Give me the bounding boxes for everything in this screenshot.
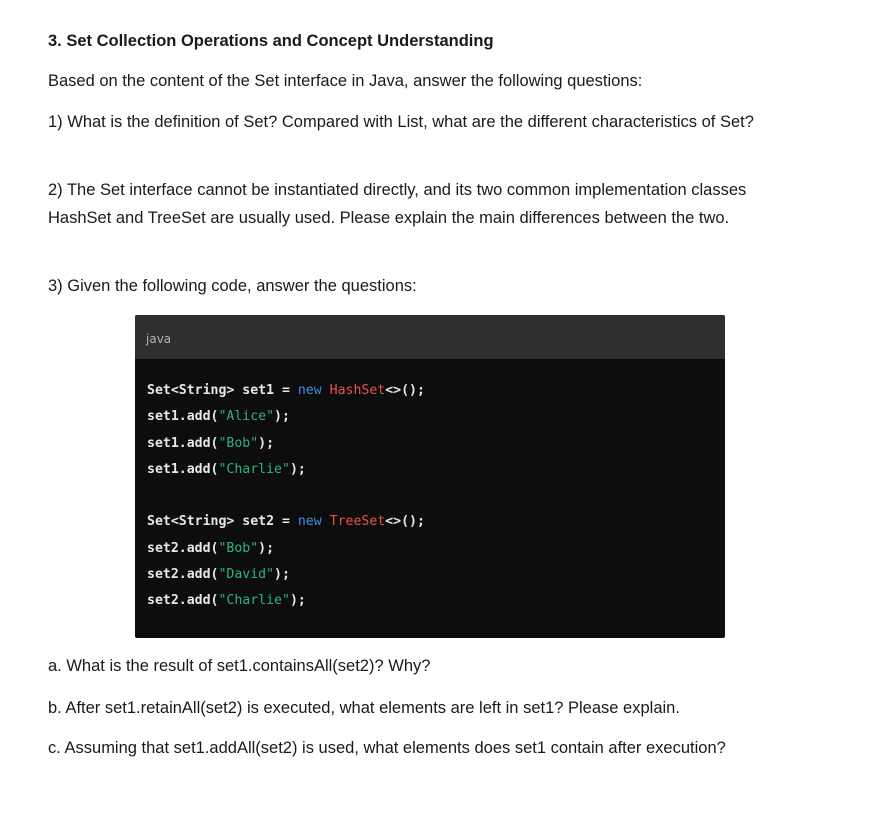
intro-text: Based on the content of the Set interface in Java, answer the following questions: xyxy=(48,72,643,90)
code-line: set1.add("Bob"); xyxy=(147,435,275,451)
code-body xyxy=(147,378,425,615)
code-line: set1.add("Charlie"); xyxy=(147,461,306,477)
question-2: 2) The Set interface cannot be instantiated directly, and its two common implementation classes HashSet and TreeSet are usually used. Please explain the main differences between the two. xyxy=(48,181,747,227)
code-line: Set<String> set2 = new TreeSet<>(); xyxy=(147,514,425,530)
code-language-label: java xyxy=(146,332,172,346)
code-blank-line xyxy=(147,483,425,509)
code-line: set1.add("Alice"); xyxy=(147,409,290,425)
code-line: set2.add("Bob"); xyxy=(147,540,275,556)
subquestion-c: c. Assuming that set1.addAll(set2) is used, what elements does set1 contain after execution? xyxy=(48,739,726,757)
code-header xyxy=(135,315,725,359)
subquestion-a: a. What is the result of set1.containsAll(set2)? Why? xyxy=(48,657,431,675)
section-heading: 3. Set Collection Operations and Concept Understanding xyxy=(48,32,494,50)
question-1: 1) What is the definition of Set? Compared with List, what are the different characteristics of Set? xyxy=(48,113,754,131)
code-block xyxy=(135,315,725,638)
code-line: set2.add("Charlie"); xyxy=(147,593,306,609)
question-3: 3) Given the following code, answer the questions: xyxy=(48,277,417,295)
subquestion-b: b. After set1.retainAll(set2) is executed, what elements are left in set1? Please explain. xyxy=(48,699,680,717)
code-line: Set<String> set1 = new HashSet<>(); xyxy=(147,383,425,398)
code-line: set2.add("David"); xyxy=(147,567,290,583)
